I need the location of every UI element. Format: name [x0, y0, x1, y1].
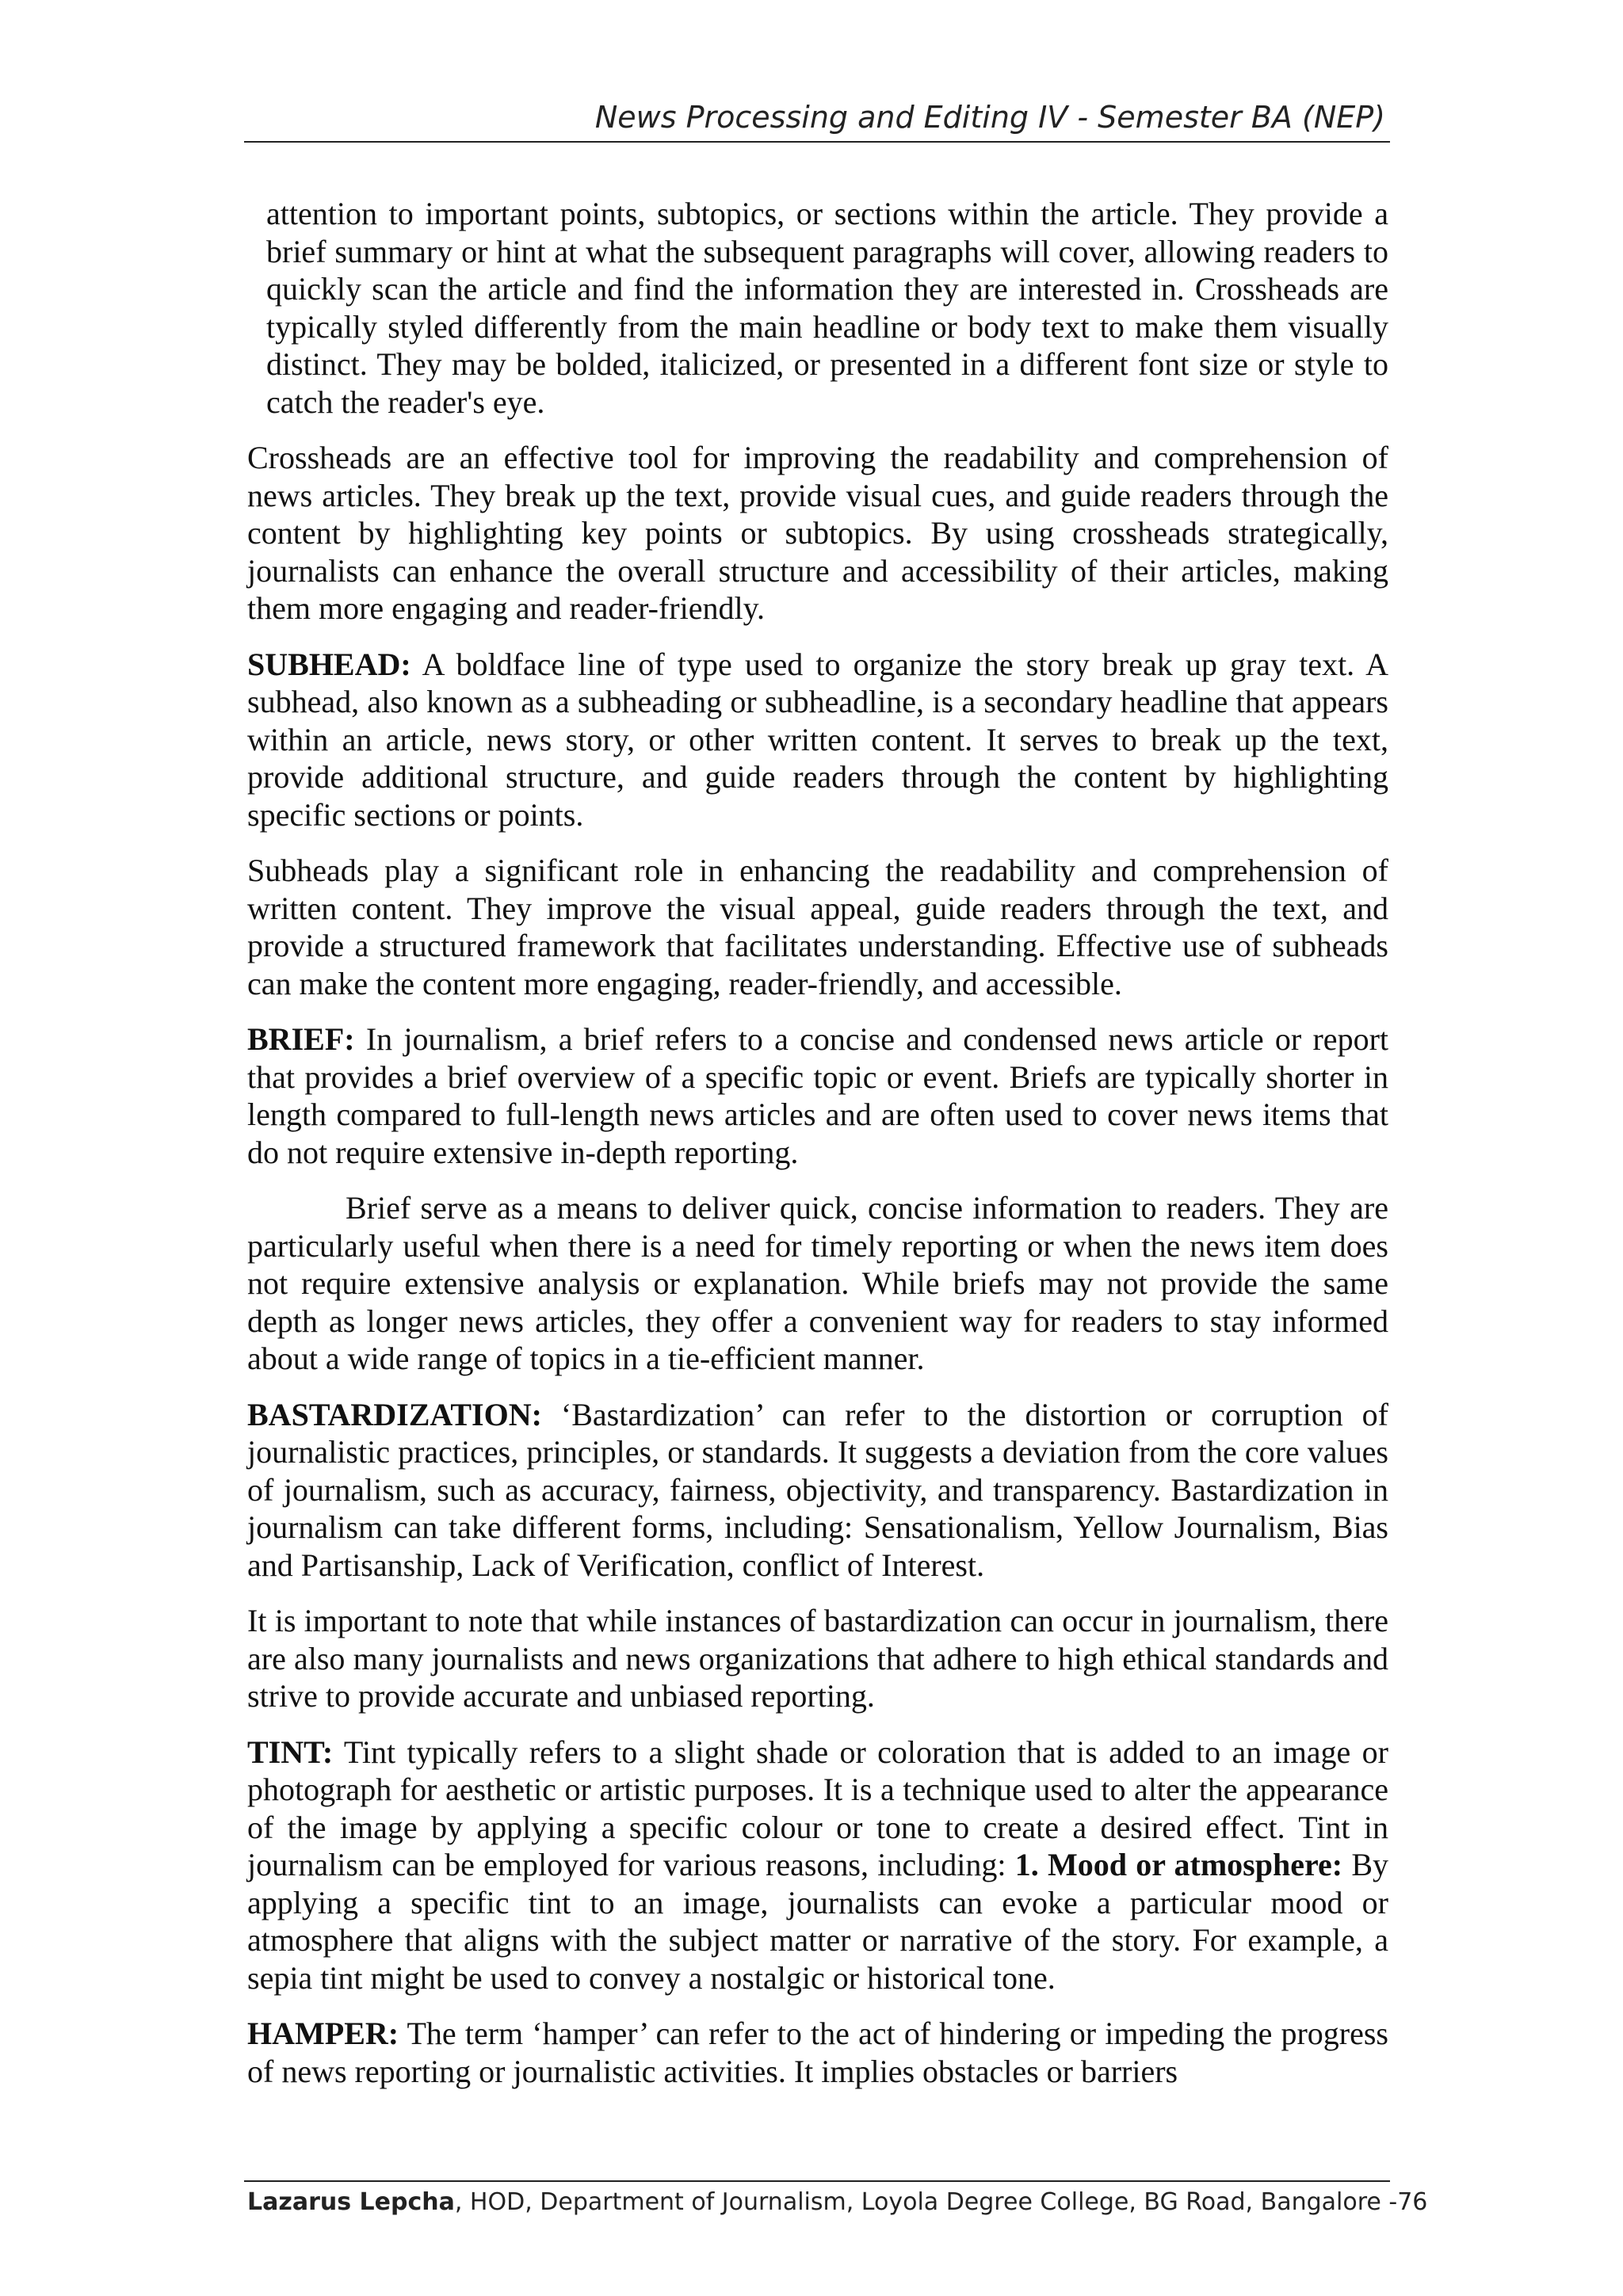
- paragraph-text: By applying a specific tint to an image, journalists can evoke a particular mood or atmosphere that aligns with the subject matter or narrative of the story. For example, a sepia tint might be used to convey a nostalgic or historical tone.: [247, 1847, 1388, 1996]
- paragraph-text: Brief serve as a means to deliver quick, concise information to readers. They are particularly useful when there is a need for timely reporting or when the news item does not require extensive analysis or explanation. While briefs may not provide the same depth as longer news articles, they offer a convenient way for readers to stay informed about a wide range of topics in a tie-efficient manner.: [247, 1190, 1388, 1376]
- term-tint: TINT:: [247, 1733, 334, 1770]
- paragraph-text: It is important to note that while instances of bastardization can occur in journalism, there are also many journalists and news organizations that adhere to high ethical standards and strive to provide accurate and unbiased reporting.: [247, 1603, 1388, 1714]
- paragraph-text: The term ‘hamper’ can refer to the act of hindering or impeding the progress of news reporting or journalistic activities. It implies obstacles or barriers: [247, 2016, 1388, 2089]
- footer-author-details: , HOD, Department of Journalism, Loyola Degree College, BG Road, Bangalore -76: [454, 2188, 1428, 2216]
- paragraph-text: Subheads play a significant role in enhancing the readability and comprehension of written content. They improve the visual appeal, guide readers through the text, and provide a structured framework that facilitates understanding. Effective use of subheads can make the content more engaging, reader-friendly, and accessible.: [247, 852, 1388, 1001]
- paragraph-text: attention to important points, subtopics, or sections within the article. They provide a brief summary or hint at what the subsequent paragraphs will cover, allowing readers to quickly scan the article and find the information they are interested in. Crossheads are typically styled differently from the main headline or body text to make them visually distinct. They may be bolded, italicized, or presented in a different font size or style to catch the reader's eye.: [266, 196, 1388, 420]
- running-header-title: News Processing and Editing IV - Semester BA (NEP): [594, 100, 1385, 135]
- paragraph-text: Tint typically refers to a slight shade or coloration that is added to an image or photograph for aesthetic or artistic purposes. It is a technique used to alter the appearance of the image by applying a specific colour or tone to create a desired effect. Tint in journalism can be employed for various reasons, including:: [247, 1733, 1388, 1882]
- paragraph-hamper: [247, 2015, 1388, 2090]
- paragraph-crossheads-summary: [247, 439, 1388, 627]
- paragraph-crossheads-continued: [266, 195, 1388, 421]
- paragraph-bastardization: [247, 1396, 1388, 1585]
- paragraph-text: ‘Bastardization’ can refer to the distortion or corruption of journalistic practices, principles, or standards. It suggests a deviation from the core values of journalism, such as accuracy, fairness, objectivity, and transparency. Bastardization in journalism can take different forms, including: Sensationalism, Yellow Journalism, Bias and Partisanship, Lack of Verification, conflict of Interest.: [247, 1396, 1388, 1583]
- page-header: [244, 93, 1390, 143]
- paragraph-bastardization-note: [247, 1602, 1388, 1715]
- term-mood-or-atmosphere: 1. Mood or atmosphere:: [1014, 1847, 1343, 1882]
- paragraph-brief: [247, 1020, 1388, 1171]
- paragraph-subhead: [247, 646, 1388, 834]
- term-subhead: SUBHEAD:: [247, 646, 411, 682]
- paragraph-subheads-role: [247, 852, 1388, 1002]
- term-bastardization: BASTARDIZATION:: [247, 1396, 542, 1432]
- term-brief: BRIEF:: [247, 1021, 355, 1057]
- footer-credit: [244, 2182, 1428, 2216]
- paragraph-tint: [247, 1733, 1388, 1997]
- paragraph-text: In journalism, a brief refers to a concise and condensed news article or report that provides a brief overview of a specific topic or event. Briefs are typically shorter in length compared to full-length news articles and are often used to cover news items that do not require extensive in-depth reporting.: [247, 1021, 1388, 1170]
- page-footer: [244, 2180, 1428, 2216]
- document-body: [247, 195, 1388, 2108]
- term-hamper: HAMPER:: [247, 2016, 399, 2051]
- paragraph-text: Crossheads are an effective tool for improving the readability and comprehension of news articles. They break up the text, provide visual cues, and guide readers through the content by highlighting key points or subtopics. By using crossheads strategically, journalists can enhance the overall structure and accessibility of their articles, making them more engaging and reader-friendly.: [247, 440, 1388, 626]
- footer-author-name: Lazarus Lepcha: [247, 2188, 455, 2216]
- paragraph-brief-purpose: [247, 1189, 1388, 1378]
- paragraph-text: A boldface line of type used to organize the story break up gray text. A subhead, also known as a subheading or subheadline, is a secondary headline that appears within an article, news story, or other written content. It serves to break up the text, provide additional structure, and guide readers through the content by highlighting specific sections or points.: [247, 646, 1388, 833]
